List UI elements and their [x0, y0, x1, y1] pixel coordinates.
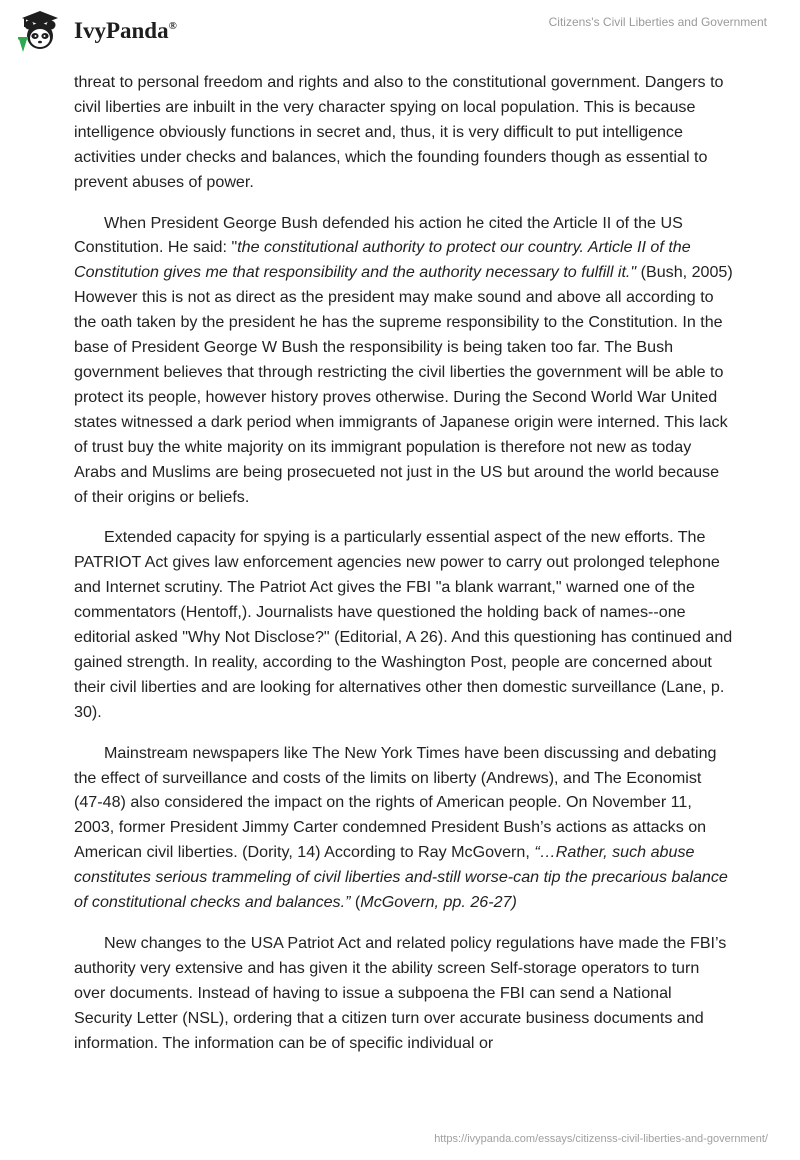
paragraph-3: Extended capacity for spying is a particularly essential aspect of the new efforts. The PATRIOT Act gives law enforcement agencies new power to carry out prolonged telephone and Internet scrutiny. The Patriot Act gives the FBI "a blank warrant," warned one of the commentators (Hentoff,). Journalists have questioned the holding back of names--one editorial asked "Why Not Disclose?" (Editorial, A 26). And this questioning has continued and gained strength. In reality, according to the Washington Post, people are concerned about their civil liberties and are looking for alternatives other then domestic surveillance (Lane, p. 30). — [74, 528, 733, 721]
mcgovern-quote: “…Rather, such abuse constitutes serious trammeling of civil liberties and-still worse-can tip the precarious balance of constitutional checks and balances.” — [74, 843, 728, 912]
page-header — [0, 0, 800, 64]
bush-quote: the constitutional authority to protect our country. Article II of the Constitution gives me that responsibility and the authority necessary to fulfill it." — [74, 238, 691, 282]
paragraph-4: Mainstream newspapers like The New York Times have been discussing and debating the effect of surveillance and costs of the limits on liberty (Andrews), and The Economist (47-48) also considered the impact on the rights of American people. On November 11, 2003, former President Jimmy Carter condemned President Bush’s actions as attacks on American civil liberties. (Dority, 14) According to Ray McGovern, “…Rather, such abuse constitutes serious trammeling of civil liberties and-still worse-can tip the precarious balance of constitutional checks and balances.” (McGovern, pp. 26-27) — [74, 743, 728, 912]
panda-graduate-icon — [14, 9, 66, 53]
source-url[interactable]: https://ivypanda.com/essays/citizenss-civil-liberties-and-government/ — [434, 1133, 768, 1145]
paragraph-5: New changes to the USA Patriot Act and related policy regulations have made the FBI’s authority very extensive and has given it the ability screen Self-storage operators to turn over documents. Instead of having to issue a subpoena the FBI can send a National Security Letter (NSL), ordering that a citizen turn over accurate business documents and information. The information can be of specific individual or — [74, 934, 727, 1052]
mcgovern-citation: McGovern, pp. 26-27) — [360, 893, 517, 912]
document-title: Citizens's Civil Liberties and Government — [548, 15, 767, 29]
logo[interactable] — [14, 9, 177, 53]
essay-body — [74, 70, 734, 1072]
paragraph-1: threat to personal freedom and rights and also to the constitutional government. Dangers to civil liberties are inbuilt in the very character spying on local population. This is because intelligence obviously functions in secret and, thus, it is very difficult to put intelligence activities under checks and balances, which the founding founders though as essential to prevent abuses of power. — [74, 73, 724, 191]
brand-name: IvyPanda® — [74, 18, 177, 43]
paragraph-2: When President George Bush defended his action he cited the Article II of the US Constitution. He said: "the constitutional authority to protect our country. Article II of the Constitution gives me that responsibility and the authority necessary to fulfill it." (Bush, 2005) However this is not as direct as the president may make sound and above all according to the oath taken by the president he has the supreme responsibility to the Constitution. In the base of President George W Bush the responsibility is being taken too far. The Bush government believes that through restricting the civil liberties the government will be able to protect its people, however history proves otherwise. During the Second World War United states witnessed a dark period when immigrants of Japanese origin were interned. This lack of trust buy the white majority on its immigrant population is therefore not new as today Arabs and Muslims are being prosecueted not just in the US but around the world because of their origins or beliefs. — [74, 213, 733, 506]
